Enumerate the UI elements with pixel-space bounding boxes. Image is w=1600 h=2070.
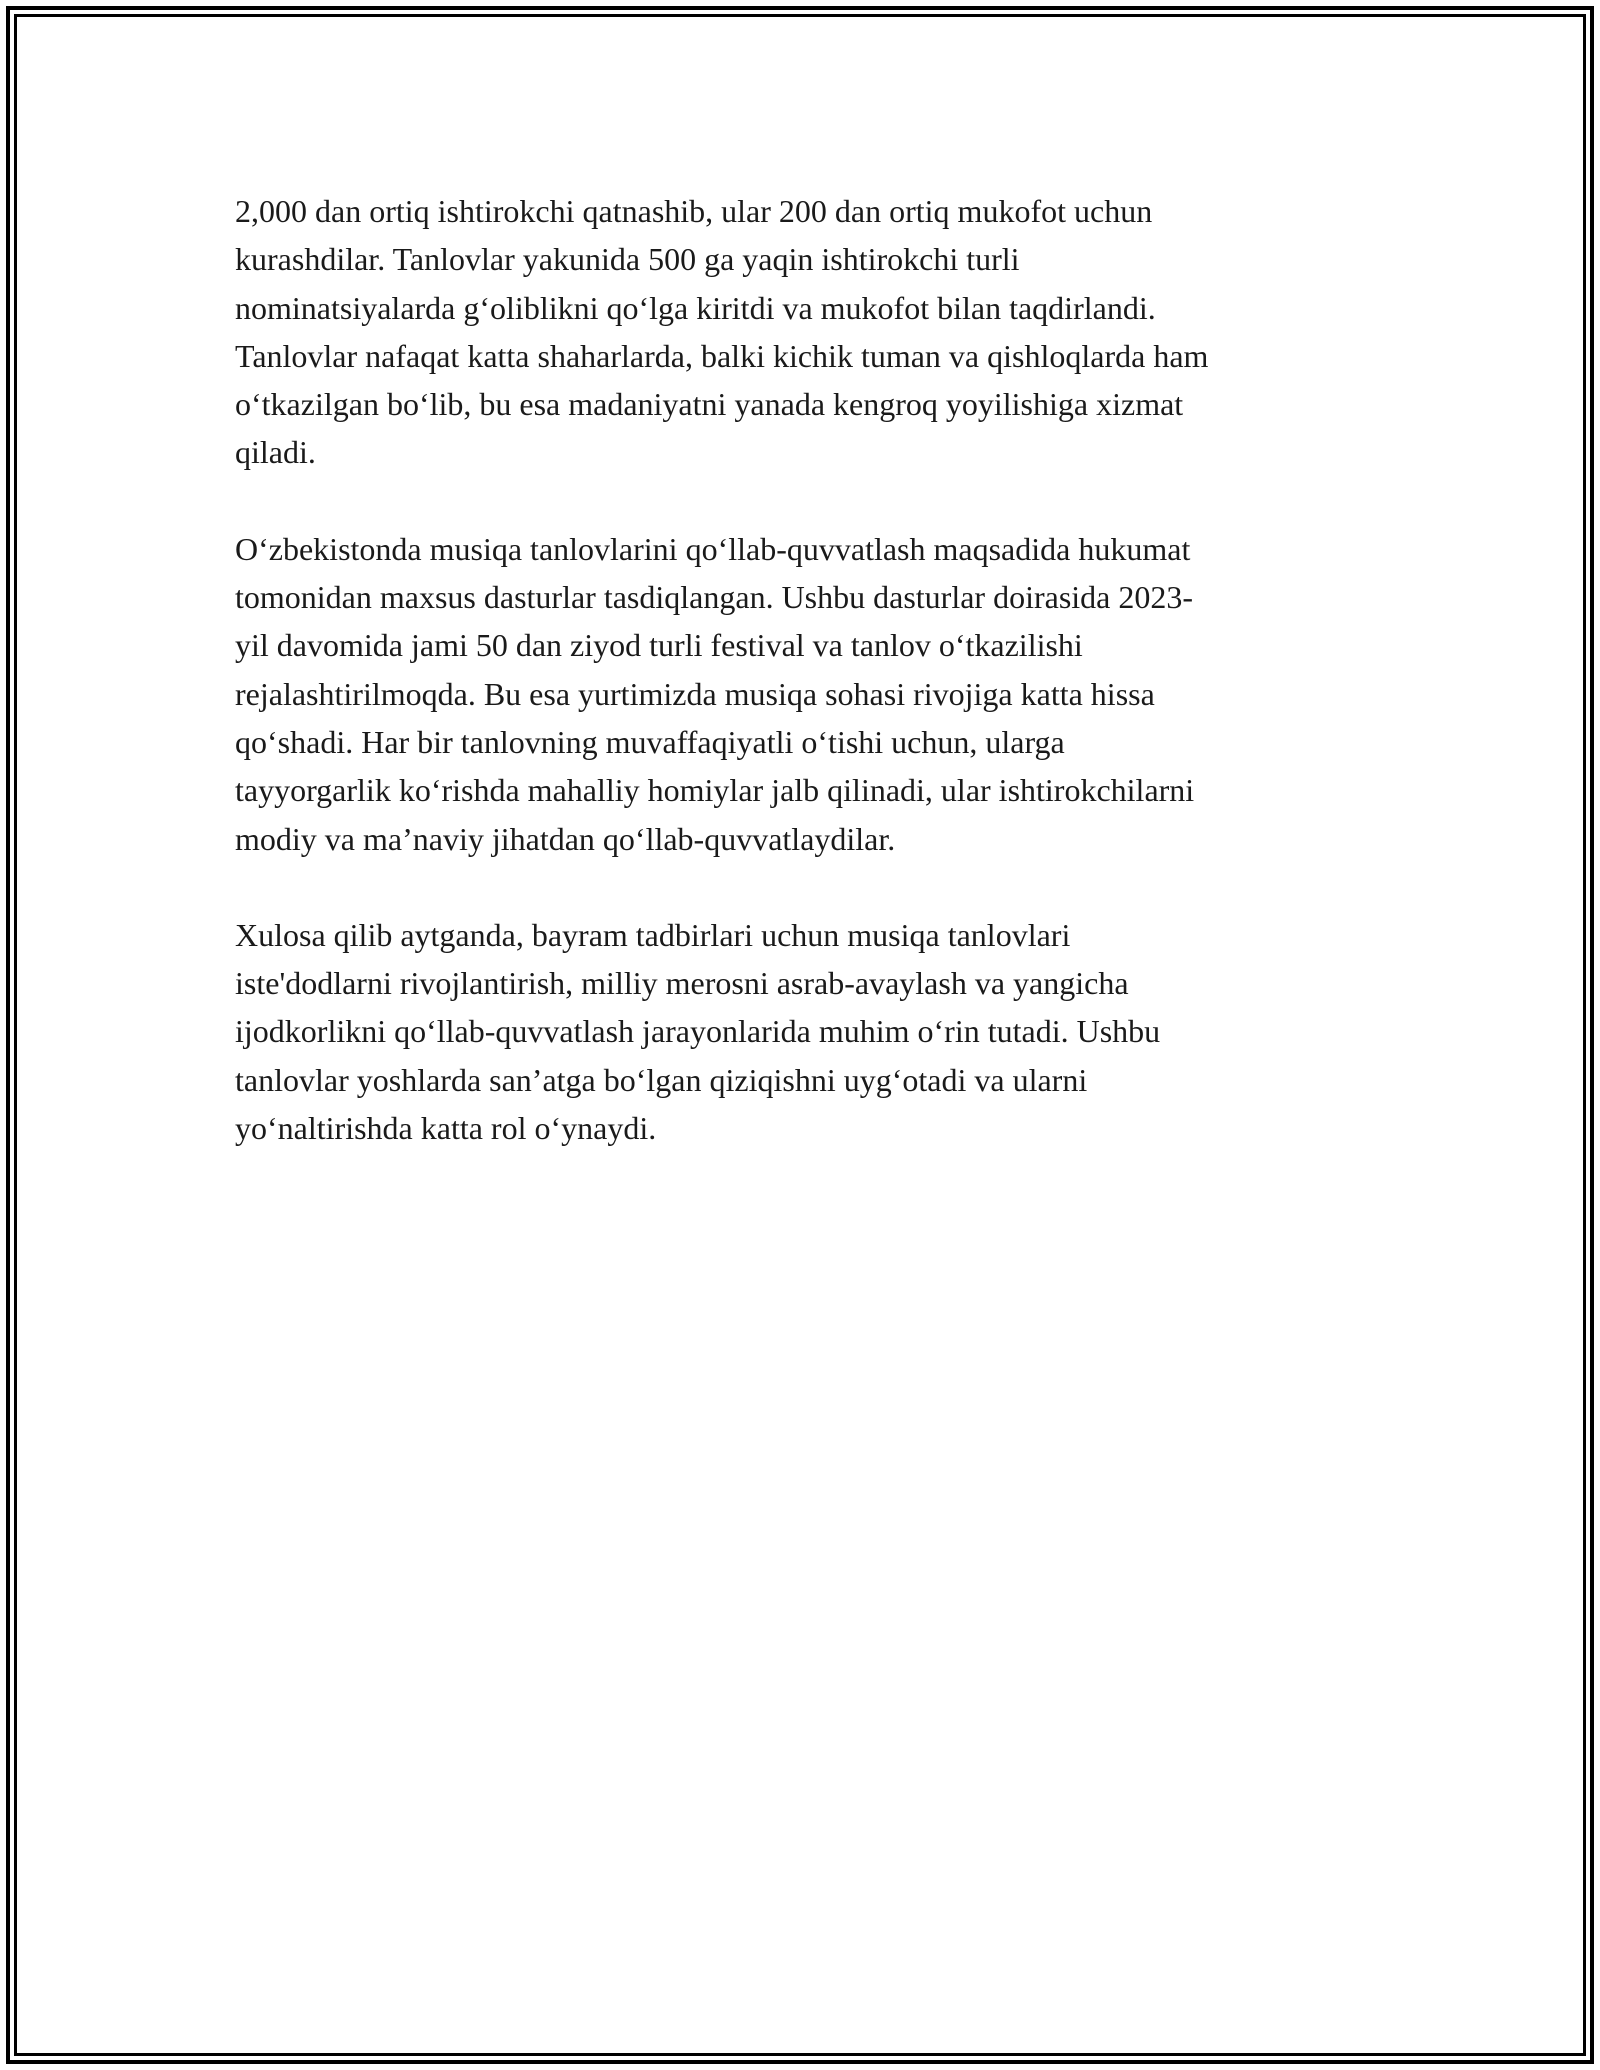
document-body xyxy=(235,187,1370,1200)
paragraph-2 xyxy=(235,525,1370,863)
text-line: Tanlovlar nafaqat katta shaharlarda, balki kichik tuman va qishloqlarda ham xyxy=(235,337,1209,374)
text-line: modiy va ma’naviy jihatdan qo‘llab-quvvatlaydilar. xyxy=(235,820,896,857)
text-line: tanlovlar yoshlarda san’atga bo‘lgan qiziqishni uyg‘otadi va ularni xyxy=(235,1061,1088,1098)
text-line: ijodkorlikni qo‘llab-quvvatlash jarayonlarida muhim o‘rin tutadi. Ushbu xyxy=(235,1013,1161,1050)
text-line: qo‘shadi. Har bir tanlovning muvaffaqiyatli o‘tishi uchun, ularga xyxy=(235,723,1065,760)
text-line: tayyorgarlik ko‘rishda mahalliy homiylar jalb qilinadi, ular ishtirokchilarni xyxy=(235,772,1195,809)
text-line: yo‘naltirishda katta rol o‘ynaydi. xyxy=(235,1110,657,1147)
text-line: kurashdilar. Tanlovlar yakunida 500 ga yaqin ishtirokchi turli xyxy=(235,241,1020,278)
text-line: yil davomida jami 50 dan ziyod turli festival va tanlov o‘tkazilishi xyxy=(235,627,1083,664)
paragraph-3 xyxy=(235,911,1370,1152)
text-line: 2,000 dan ortiq ishtirokchi qatnashib, ular 200 dan ortiq mukofot uchun xyxy=(235,193,1153,229)
text-line: Xulosa qilib aytganda, bayram tadbirlari uchun musiqa tanlovlari xyxy=(235,916,1071,953)
text-line: rejalashtirilmoqda. Bu esa yurtimizda musiqa sohasi rivojiga katta hissa xyxy=(235,675,1155,712)
text-line: o‘tkazilgan bo‘lib, bu esa madaniyatni yanada kengroq yoyilishiga xizmat xyxy=(235,386,1184,423)
text-line: O‘zbekistonda musiqa tanlovlarini qo‘llab-quvvatlash maqsadida hukumat xyxy=(235,530,1191,567)
text-line: tomonidan maxsus dasturlar tasdiqlangan. Ushbu dasturlar doirasida 2023- xyxy=(235,579,1194,616)
text-line: iste'dodlarni rivojlantirish, milliy merosni asrab-avaylash va yangicha xyxy=(235,965,1129,1002)
paragraph-1 xyxy=(235,187,1370,477)
text-line: nominatsiyalarda g‘oliblikni qo‘lga kiritdi va mukofot bilan taqdirlandi. xyxy=(235,289,1156,326)
text-line: qiladi. xyxy=(235,434,316,471)
